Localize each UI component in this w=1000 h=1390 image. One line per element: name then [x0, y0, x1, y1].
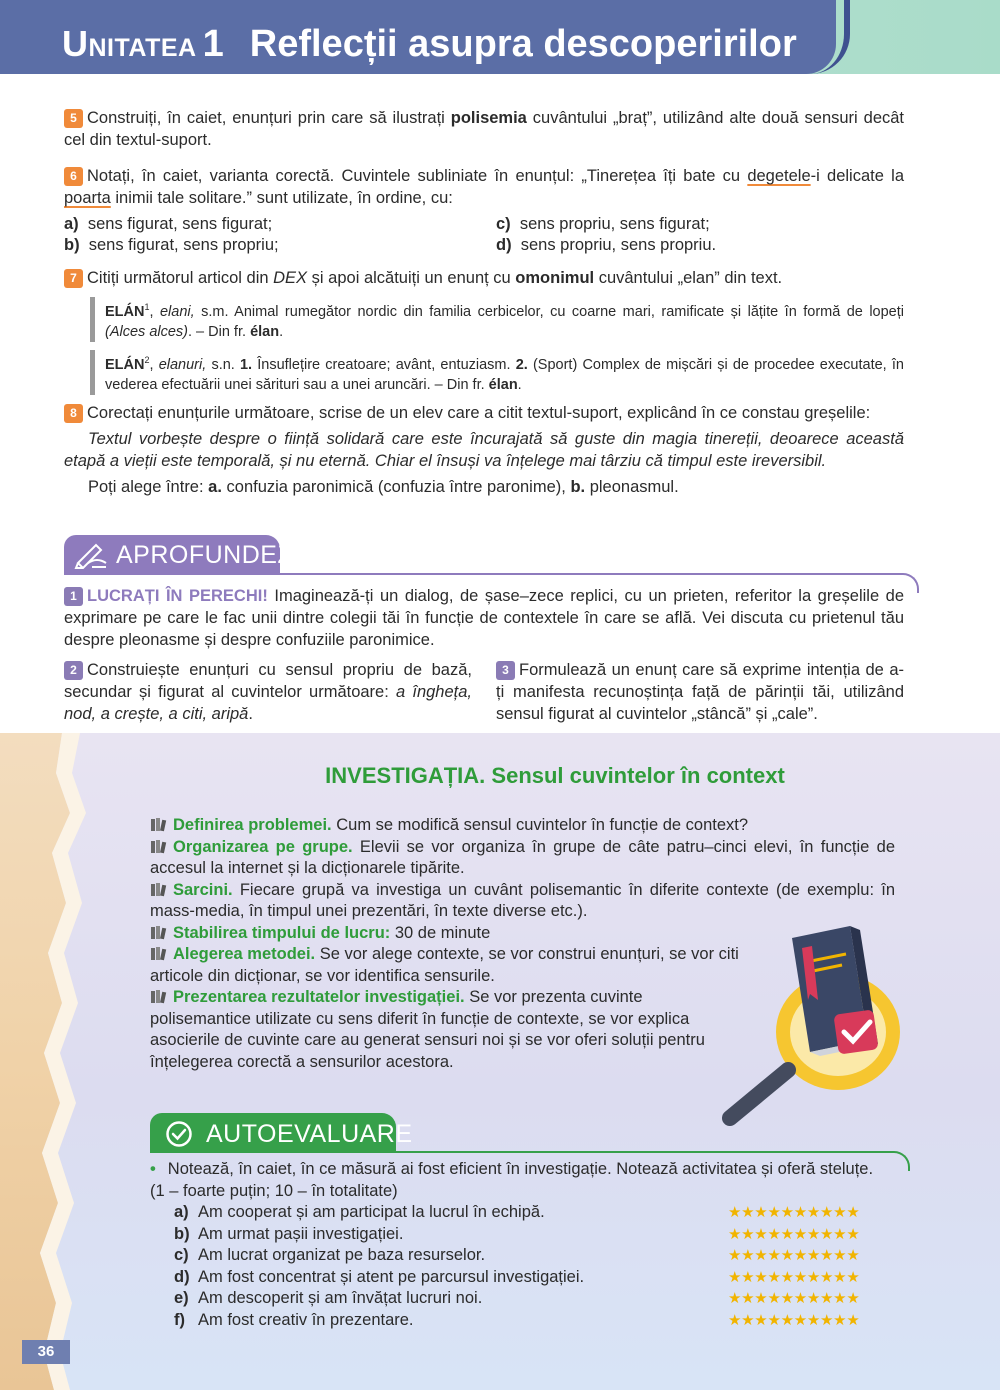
- exercise-8-choice: [64, 476, 904, 498]
- star-rating[interactable]: ★★★★★★★★★★: [728, 1311, 860, 1329]
- criterion-text: Am fost creativ în prezentare.: [198, 1310, 414, 1329]
- exercise-text: inimii tale solitare.” sunt utilizate, în ordine, cu:: [110, 189, 453, 207]
- entry-end: .: [517, 376, 522, 393]
- step-text: Cum se modifică sensul cuvintelor în funcție de context?: [331, 816, 749, 834]
- books-icon: [150, 946, 167, 961]
- check-circle-icon: [165, 1120, 193, 1148]
- entry-text: Însuflețire creatoare; avânt, entuziasm.: [252, 356, 516, 373]
- exercise-text: Formulează un enunț care să exprime intenția de a-ți manifesta recunoștința față de părinții tăi, utilizând sensul figurat al cuvintelor „stâncă” și „cale”.: [496, 661, 904, 723]
- criterion-a: [150, 1202, 900, 1224]
- investigation-title: INVESTIGAȚIA. Sensul cuvintelor în context: [325, 763, 785, 788]
- exercise-text: cuvântului „braț”, utilizând alte două sensuri decât cel din textul-suport.: [64, 109, 905, 149]
- option-letter: b): [64, 236, 80, 254]
- entry-sup: 2: [144, 354, 150, 365]
- option-letter: c): [496, 215, 511, 233]
- option-letter: d): [496, 236, 512, 254]
- exercise-7: [64, 267, 904, 289]
- exercise-number-badge: 3: [496, 661, 515, 680]
- entry-forms: elani,: [159, 303, 195, 320]
- step-label: Sarcini.: [173, 880, 233, 899]
- books-icon: [150, 925, 167, 940]
- bold-term: omonimul: [515, 269, 595, 287]
- unit-title: Reflecții asupra descoperirilor: [249, 23, 797, 65]
- autoevaluare-intro: [150, 1159, 900, 1181]
- criterion-letter: e): [174, 1289, 189, 1307]
- books-icon: [150, 839, 167, 854]
- criterion-letter: c): [174, 1246, 189, 1264]
- autoevaluare-scale: (1 – foarte puțin; 10 – în totalitate): [150, 1181, 398, 1200]
- criterion-c: [150, 1245, 900, 1267]
- underlined-word: degetele: [747, 167, 811, 185]
- exercise-text: Construiți, în caiet, enunțuri prin care să ilustrați: [87, 109, 451, 127]
- criterion-f: [150, 1310, 900, 1332]
- option-text: sens figurat, sens propriu;: [88, 236, 279, 254]
- book-magnifier-checkmark-icon: [718, 920, 928, 1130]
- step-prezentare: [150, 987, 748, 1073]
- criterion-e: [150, 1288, 900, 1310]
- star-rating[interactable]: ★★★★★★★★★★: [728, 1225, 860, 1243]
- criterion-letter: d): [174, 1267, 190, 1286]
- star-rating[interactable]: ★★★★★★★★★★: [728, 1290, 860, 1307]
- entry-etym: élan: [250, 323, 280, 340]
- choice-text: Poți alege între:: [88, 478, 209, 496]
- option-letter: a): [64, 215, 79, 233]
- italic-term: DEX: [273, 269, 308, 287]
- choice-text: confuzia paronimică (confuzia între paronime),: [221, 478, 571, 496]
- exercise-text: cuvântului „elan” din text.: [594, 269, 783, 287]
- step-label: Prezentarea rezultatelor investigației.: [173, 988, 465, 1006]
- answer-options: [64, 214, 904, 256]
- exercise-number-badge: 2: [64, 661, 83, 680]
- bold-term: polisemia: [450, 109, 527, 127]
- exercise-lead: LUCRAȚI ÎN PERECHI!: [87, 587, 268, 605]
- entry-head: ELÁN: [105, 356, 145, 373]
- entry-text: (Sport) Complex de mișcări și de procedee executate, în vederea efectuării unei sărituri sau a unei aruncări. – Din fr.: [105, 356, 904, 393]
- pencil-hand-icon: [74, 541, 108, 569]
- choice-text: pleonasmul.: [585, 478, 679, 496]
- aprofundez-tab: APROFUNDEZ: [64, 535, 280, 575]
- exercise-6: [64, 165, 904, 209]
- option-b: [64, 235, 496, 256]
- entry-text: s.n.: [206, 356, 240, 373]
- sense-number: 2.: [515, 356, 528, 373]
- dex-entries: [64, 297, 904, 395]
- exercise-text: Construiește enunțuri cu sensul propriu de bază, secundar și figurat al cuvintelor următoare:: [64, 661, 472, 701]
- exercise-8-quote: Textul vorbește despre o ființă solidară care este încurajată să guste din magia tinereții, deoarece această etapă a vieții este temporală, și nu eternă. Chiar el însuși va înțelege mai târziu că timpul este ireversibil.: [64, 430, 904, 470]
- sense-number: 1.: [239, 356, 253, 373]
- entry-forms: elanuri,: [158, 356, 207, 373]
- exercise-text: și apoi alcătuiți un enunț cu: [307, 269, 516, 287]
- option-a: [64, 214, 496, 235]
- exercise-text: -i delicate la: [810, 167, 904, 185]
- criterion-text: Am fost concentrat și atent pe parcursul investigației.: [198, 1267, 585, 1286]
- intro-text: Notează, în caiet, în ce măsură ai fost eficient în investigație. Notează activitatea și oferă steluțe.: [167, 1160, 874, 1178]
- books-icon: [150, 817, 167, 832]
- step-metoda: [150, 944, 760, 987]
- step-label: Organizarea pe grupe.: [173, 837, 353, 856]
- exercise-number-badge: 6: [64, 167, 83, 186]
- step-label: Definirea problemei.: [173, 816, 332, 834]
- star-rating[interactable]: ★★★★★★★★★★: [728, 1204, 860, 1221]
- star-rating[interactable]: ★★★★★★★★★★: [728, 1268, 860, 1286]
- aprofundez-exercise-2: [64, 659, 472, 725]
- dex-entry-1: ELÁN$^1$, elani, s.m. Animal rumegător nordic din familia cerbicelor, cu coarne mari, ramificate și lățite în formă de lopeți (Alces alces). – Din fr. élan.: [90, 297, 904, 342]
- criterion-text: Am descoperit și am învățat lucruri noi.: [198, 1289, 483, 1307]
- criterion-text: Am urmat pașii investigației.: [198, 1224, 404, 1243]
- bullet-dot: •: [150, 1160, 156, 1178]
- criterion-text: Am lucrat organizat pe baza resurselor.: [198, 1246, 486, 1264]
- step-definire: [150, 815, 895, 837]
- entry-end: .: [279, 323, 284, 340]
- option-c: [496, 214, 896, 235]
- option-text: sens propriu, sens figurat;: [519, 215, 710, 233]
- entry-text: s.m. Animal rumegător nordic din familia cerbicelor, cu coarne mari, ramificate și lățite în formă de lopeți: [194, 303, 904, 320]
- step-text: Fiecare grupă va investiga un cuvânt polisemantic în diferite contexte (de exemplu: în mass-media, în timpul unei prezentări, în texte diverse etc.).: [150, 880, 895, 920]
- exercise-number-badge: 7: [64, 269, 83, 288]
- step-text: 30 de minute: [390, 923, 491, 942]
- books-icon: [150, 989, 167, 1004]
- exercise-text: Notați, în caiet, varianta corectă. Cuvintele subliniate în enunțul: „Tinerețea îți bate cu: [87, 167, 748, 185]
- criterion-text: Am cooperat și am participat la lucrul în echipă.: [198, 1203, 545, 1221]
- step-label: Stabilirea timpului de lucru:: [173, 923, 391, 942]
- step-organizare: [150, 837, 895, 880]
- entry-head: ELÁN: [105, 303, 145, 320]
- step-label: Alegerea metodei.: [173, 945, 316, 963]
- underlined-word: poarta: [64, 189, 111, 207]
- autoevaluare-body: [150, 1159, 900, 1331]
- aprofundez-exercise-1: [64, 585, 904, 651]
- entry-source: . – Din fr.: [188, 323, 251, 340]
- criterion-letter: b): [174, 1224, 190, 1243]
- step-sarcini: [150, 880, 895, 923]
- entry-sup: 1: [144, 302, 150, 312]
- exercise-number-badge: 5: [64, 109, 83, 128]
- choice-label: b.: [570, 478, 586, 496]
- criterion-letter: f): [174, 1310, 185, 1329]
- dex-entry-2: ELÁN$^2$, elanuri, s.n. 1. Însuflețire creatoare; avânt, entuziasm. 2. (Sport) Complex de mișcări și de procedee executate, în vederea efectuării unei sărituri sau a unei aruncări. – Din fr. élan.: [90, 350, 904, 395]
- option-text: sens figurat, sens figurat;: [87, 215, 273, 233]
- star-rating[interactable]: ★★★★★★★★★★: [728, 1247, 860, 1264]
- page-title: [62, 22, 797, 66]
- choice-label: a.: [208, 478, 222, 496]
- exercise-text: Corectați enunțurile următoare, scrise de un elev care a citit textul-suport, explicând în ce constau greșelile:: [87, 404, 871, 422]
- option-d: [496, 235, 896, 256]
- italic-words: a îngheța, nod, a crește, a citi, aripă: [64, 683, 472, 723]
- exercise-5: [64, 107, 904, 151]
- criterion-letter: a): [174, 1203, 189, 1221]
- exercise-text: .: [248, 705, 253, 723]
- autoevaluare-tab: AUTOEVALUARE: [150, 1113, 396, 1153]
- books-icon: [150, 882, 167, 897]
- exercise-text: Citiți următorul articol din: [87, 269, 274, 287]
- page-number: 36: [22, 1340, 70, 1364]
- unit-word: Unitatea: [62, 23, 197, 64]
- exercise-8: [64, 402, 904, 424]
- entry-latin: (Alces alces): [105, 323, 188, 340]
- entry-etym: élan: [488, 376, 518, 393]
- criterion-b: [150, 1224, 900, 1246]
- step-text: Se vor alege contexte, se vor construi enunțuri, se vor citi articole din dicționar, se vor identifica sensurile.: [150, 945, 739, 985]
- criterion-d: [150, 1267, 900, 1289]
- exercise-text: Imaginează-ți un dialog, de șase–zece replici, cu un prieten, referitor la greșelile de exprimare pe care le fac unii dintre colegii tăi în funcție de contextele în care se află. Vei discuta cu prietenul tău despre pleonasme și despre confuziile paronimice.: [64, 587, 905, 649]
- exercise-number-badge: 1: [64, 587, 83, 606]
- unit-number: 1: [202, 23, 224, 65]
- exercise-number-badge: 8: [64, 404, 83, 423]
- step-text: Elevii se vor organiza în grupe de câte patru–cinci elevi, în funcție de accesul la internet și la dicționarele tipărite.: [150, 837, 896, 877]
- option-text: sens propriu, sens propriu.: [520, 236, 717, 254]
- torn-paper-edge: [0, 733, 125, 1390]
- step-text: Se vor prezenta cuvinte polisemantice utilizate cu sens diferit în funcție de contexte, se vor explica asocierile de cuvinte care au generat sensuri noi și se vor oferi soluții pentru înțelegerea corectă a sensurilor acestora.: [150, 988, 705, 1071]
- aprofundez-exercise-3: [496, 659, 904, 725]
